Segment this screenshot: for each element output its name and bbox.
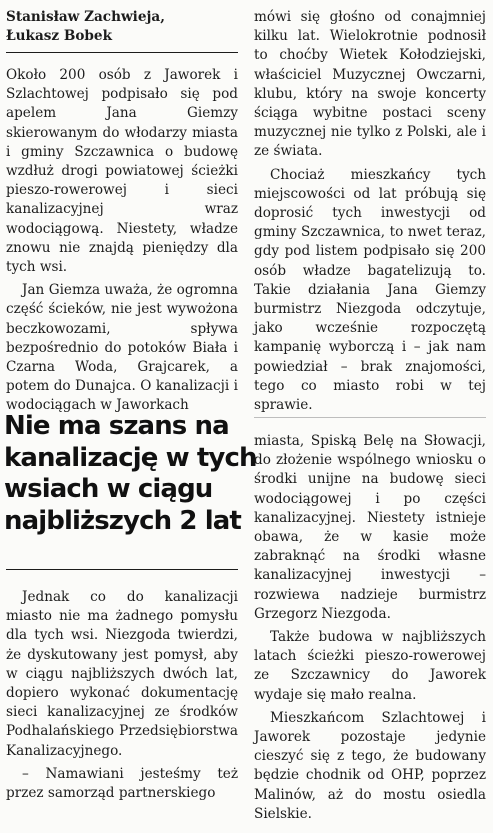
paragraph-6: Chociaż mieszkańcy tych miejscowości od lat próbują się doprosić tych inwestycji od gminy Szczawnica, to nwet teraz, gdy pod listem podpisało się 200 osób władze bagatelizują to. Takie działania Jana Giemzy burmistrz Niezgoda odczytuje, jako wcześnie rozpoczętą kampanię wyborczą i – jak nam powiedział – brak znajomości, tego co miasto robi w tej sprawie. (254, 166, 486, 414)
paragraph-2: Jan Giemza uważa, że ogromna część ścieków, nie jest wywożona beczkowozami, spływa bezpośrednio do potoków Biała i Czarna Woda, Grajcarek, a potem do Dunajca. O kanalizacji i wodociągach w Jaworkach (6, 282, 238, 414)
paragraph-3: Jednak co do kanalizacji miasto nie ma żadnego pomysłu dla tych wsi. Niezgoda twierdzi, że dyskutowany jest pomysł, aby w ciągu najbliższych dwóch lat, dopiero wykonać dokumentację sieci kanalizacyjnej ze środków Podhalańskiego Przedsiębiorstwa Kanalizacyjnego. (6, 589, 238, 759)
column-left-bottom (6, 588, 238, 803)
paragraph-1: Około 200 osób z Jaworek i Szlachtowej podpisało się pod apelem Jana Giemzy skierowanym do włodarzy miasta i gminy Szczawnica o budowę wzdłuż drogi powiatowej ścieżki pieszo-rowerowej i sieci kanalizacyjnej wraz wodociągową. Niestety, władze znowu nie znajdą pieniędzy dla tych wsi. (6, 67, 238, 276)
column-divider (254, 417, 486, 418)
paragraph-4: – Namawiani jesteśmy też przez samorząd partnerskiego (6, 765, 238, 802)
paragraph-7: miasta, Spiską Belę na Słowacji, do złożenie wspólnego wniosku o środki unijne na budowę sieci wodociągowej i po części kanalizacyjnej. Niestety istnieje obawa, że w kasie może zabraknąć na środki własne kanalizacyjnej inwestycji – rozwiewa nadzieje burmistrz Grzegorz Niezgoda. (254, 433, 486, 622)
paragraph-8: Także budowa w najbliższych latach ścieżki pieszo-rowerowej ze Szczawnicy do Jaworek wydaje się mało realna. (254, 629, 486, 703)
paragraph-9: Mieszkańcom Szlachtowej i Jaworek pozostaje jedynie cieszyć się z tego, że budowany będzie chodnik od OHP, poprzez Malinów, aż do mostu osiedla Sielskie. (254, 709, 486, 822)
headline: Nie ma szans na kanalizację w tych wsiach w ciągu najbliższych 2 lat (4, 411, 257, 536)
byline (6, 8, 238, 53)
author-1: Stanisław Zachwieja, (6, 9, 165, 25)
column-left-top (6, 66, 238, 416)
author-2: Łukasz Bobek (6, 28, 112, 44)
paragraph-5: mówi się głośno od conajmniej kilku lat. Wielokrotnie podnosił to choćby Wietek Kołodziejski, właściciel Muzycznej Owczarni, klubu, który na swoje koncerty ściąga wybitne postaci sceny muzycznej nie tylko z Polski, ale i ze świata. (254, 9, 486, 160)
headline-rule (6, 569, 238, 570)
column-right-bottom (254, 432, 486, 824)
column-right-top (254, 8, 486, 415)
